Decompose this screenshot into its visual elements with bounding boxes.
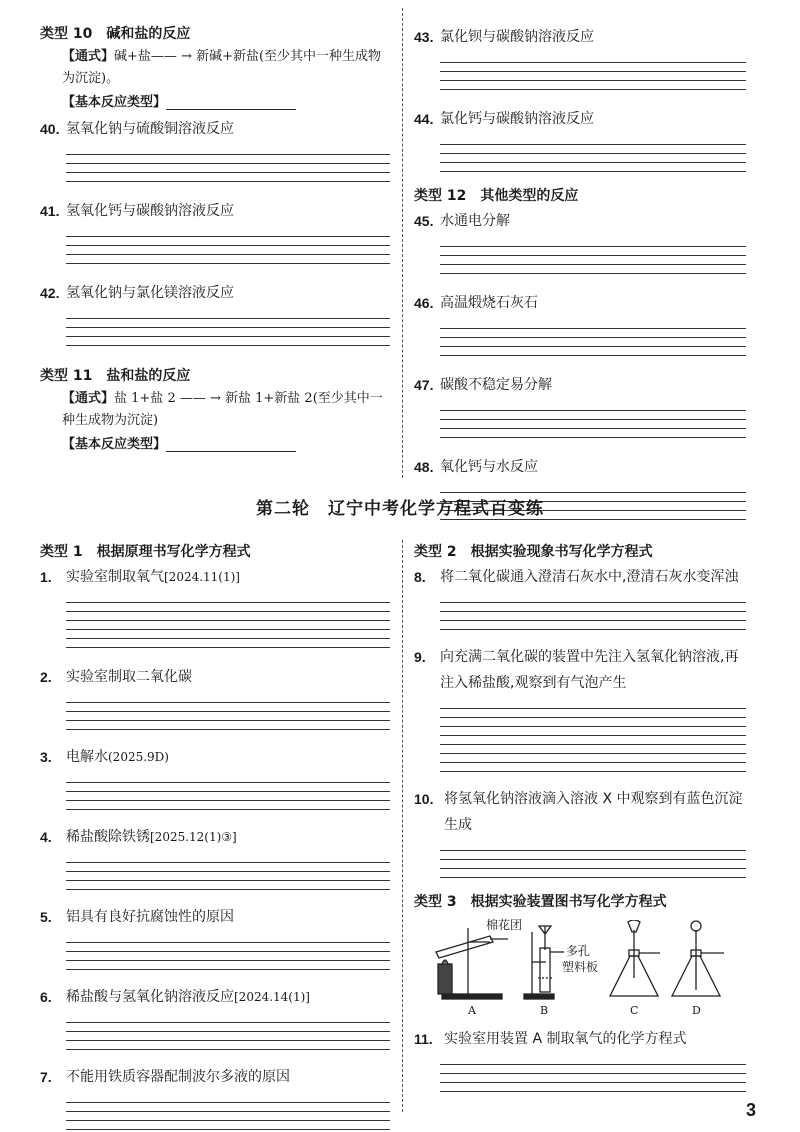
cotton-note: 棉花团: [486, 918, 523, 932]
question-text: 将二氧化碳通入澄清石灰水中,澄清石灰水变浑浊: [440, 569, 739, 585]
plate-note-1: 多孔: [566, 944, 591, 958]
type10-basic-type-label: 【基本反应类型】: [62, 95, 167, 110]
answer-lines[interactable]: [440, 54, 746, 90]
answer-lines[interactable]: [440, 136, 746, 172]
question-text: 实验室制取氧气: [66, 569, 164, 585]
question-text: 实验室用装置 A 制取氧气的化学方程式: [444, 1031, 687, 1047]
answer-lines[interactable]: [66, 1014, 390, 1050]
apparatus-d: [672, 921, 724, 996]
type10-formula: [40, 46, 390, 90]
type10-formula-text: 碱+盐—— → 新碱+新盐(至少其中一种生成物为沉淀)。: [62, 49, 382, 86]
question-6: [40, 984, 390, 1050]
question-42: [40, 280, 390, 346]
answer-lines[interactable]: [440, 842, 746, 878]
type2-heading: 类型 2 根据实验现象书写化学方程式: [414, 544, 653, 560]
type11-basic-type: [40, 434, 390, 456]
answer-lines[interactable]: [66, 310, 390, 346]
answer-lines[interactable]: [66, 774, 390, 810]
question-text: 氢氧化钙与碳酸钠溶液反应: [66, 203, 234, 219]
question-text: 铝具有良好抗腐蚀性的原因: [66, 909, 234, 925]
apparatus-label-c: C: [630, 1004, 639, 1017]
answer-lines[interactable]: [440, 1056, 746, 1092]
question-ref: (2025.9D): [108, 750, 169, 764]
question-number: 45.: [414, 213, 434, 229]
question-number: 11.: [414, 1031, 433, 1047]
question-2: [40, 664, 390, 730]
round-title: 第二轮 辽宁中考化学方程式百变练: [256, 499, 544, 519]
question-4: [40, 824, 390, 890]
question-text: 将氢氧化钠溶液滴入溶液 X 中观察到有蓝色沉淀生成: [444, 791, 743, 833]
question-number: 5.: [40, 909, 52, 925]
question-number: 43.: [414, 29, 434, 45]
question-number: 7.: [40, 1069, 52, 1085]
type12-heading: 类型 12 其他类型的反应: [414, 188, 579, 204]
question-11: [414, 1026, 746, 1092]
question-number: 10.: [414, 791, 434, 807]
question-text: 实验室制取二氧化碳: [66, 669, 192, 685]
type10-formula-label: 【通式】: [62, 49, 115, 64]
top-right-column: [414, 24, 746, 520]
question-text: 氢氧化钠与氯化镁溶液反应: [66, 285, 234, 301]
question-number: 41.: [40, 203, 60, 219]
question-number: 9.: [414, 649, 426, 665]
type11-formula-text: 盐 1+盐 2 —— → 新盐 1+新盐 2(至少其中一种生成物为沉淀): [62, 391, 383, 428]
question-46: [414, 290, 746, 356]
question-43: [414, 24, 746, 90]
column-divider-bottom: [402, 540, 403, 1112]
page-number: 3: [745, 1100, 756, 1120]
question-number: 4.: [40, 829, 52, 845]
question-number: 8.: [414, 569, 426, 585]
type11-heading: 类型 11 盐和盐的反应: [40, 368, 191, 384]
apparatus-a: [436, 928, 508, 999]
type10-heading: 类型 10 碱和盐的反应: [40, 26, 191, 42]
type1-heading: 类型 1 根据原理书写化学方程式: [40, 544, 251, 560]
apparatus-label-a: A: [468, 1004, 476, 1017]
apparatus-figure: [428, 920, 746, 1020]
answer-lines[interactable]: [66, 934, 390, 970]
question-number: 40.: [40, 121, 60, 137]
type11-basic-type-label: 【基本反应类型】: [62, 437, 167, 452]
apparatus-label-b: B: [540, 1004, 549, 1017]
question-number: 42.: [40, 285, 60, 301]
answer-lines[interactable]: [440, 238, 746, 274]
question-number: 3.: [40, 749, 52, 765]
question-text: 不能用铁质容器配制波尔多液的原因: [66, 1069, 290, 1085]
question-number: 6.: [40, 989, 52, 1005]
question-text: 氢氧化钠与硫酸铜溶液反应: [66, 121, 234, 137]
question-number: 2.: [40, 669, 52, 685]
question-number: 48.: [414, 459, 434, 475]
question-number: 44.: [414, 111, 434, 127]
question-text: 氯化钡与碳酸钠溶液反应: [440, 29, 594, 45]
top-left-column: [40, 24, 390, 456]
answer-lines[interactable]: [66, 146, 390, 182]
apparatus-c: [610, 920, 660, 996]
question-ref: [2024.14(1)]: [234, 990, 310, 1004]
plate-note-2: 塑料板: [562, 960, 599, 974]
question-text: 向充满二氧化碳的装置中先注入氢氧化钠溶液,再注入稀盐酸,观察到有气泡产生: [440, 649, 739, 691]
answer-lines[interactable]: [66, 694, 390, 730]
question-text: 稀盐酸除铁锈: [66, 829, 150, 845]
bottom-right-column: [414, 542, 746, 1092]
answer-lines[interactable]: [66, 594, 390, 648]
type3-heading: 类型 3 根据实验装置图书写化学方程式: [414, 894, 667, 910]
question-5: [40, 904, 390, 970]
question-8: [414, 564, 746, 630]
question-ref: [2024.11(1)]: [164, 570, 240, 584]
question-9: [414, 644, 746, 772]
type11-formula-label: 【通式】: [62, 391, 115, 406]
type11-basic-type-blank[interactable]: [166, 438, 296, 452]
type11-formula: [40, 388, 390, 432]
type10-basic-type-blank[interactable]: [166, 96, 296, 110]
question-47: [414, 372, 746, 438]
apparatus-b: [524, 926, 564, 999]
question-text: 氯化钙与碳酸钠溶液反应: [440, 111, 594, 127]
answer-lines[interactable]: [66, 228, 390, 264]
question-7: [40, 1064, 390, 1130]
answer-lines[interactable]: [440, 594, 746, 630]
question-41: [40, 198, 390, 264]
answer-lines[interactable]: [440, 320, 746, 356]
question-text: 稀盐酸与氢氧化钠溶液反应: [66, 989, 234, 1005]
question-number: 47.: [414, 377, 434, 393]
question-number: 1.: [40, 569, 52, 585]
apparatus-label-d: D: [692, 1004, 701, 1017]
question-text: 水通电分解: [440, 213, 510, 229]
answer-lines[interactable]: [440, 700, 746, 772]
question-ref: [2025.12(1)③]: [150, 830, 237, 844]
question-text: 电解水: [66, 749, 108, 765]
question-1: [40, 564, 390, 648]
question-40: [40, 116, 390, 182]
question-10: [414, 786, 746, 878]
question-45: [414, 208, 746, 274]
question-text: 碳酸不稳定易分解: [440, 377, 552, 393]
answer-lines[interactable]: [66, 1094, 390, 1130]
answer-lines[interactable]: [440, 402, 746, 438]
column-divider-top: [402, 8, 403, 478]
bottom-left-column: [40, 542, 390, 1130]
question-number: 46.: [414, 295, 434, 311]
type10-basic-type: [40, 92, 390, 114]
question-text: 氧化钙与水反应: [440, 459, 538, 475]
question-3: [40, 744, 390, 810]
answer-lines[interactable]: [66, 854, 390, 890]
question-text: 高温煅烧石灰石: [440, 295, 538, 311]
question-44: [414, 106, 746, 172]
